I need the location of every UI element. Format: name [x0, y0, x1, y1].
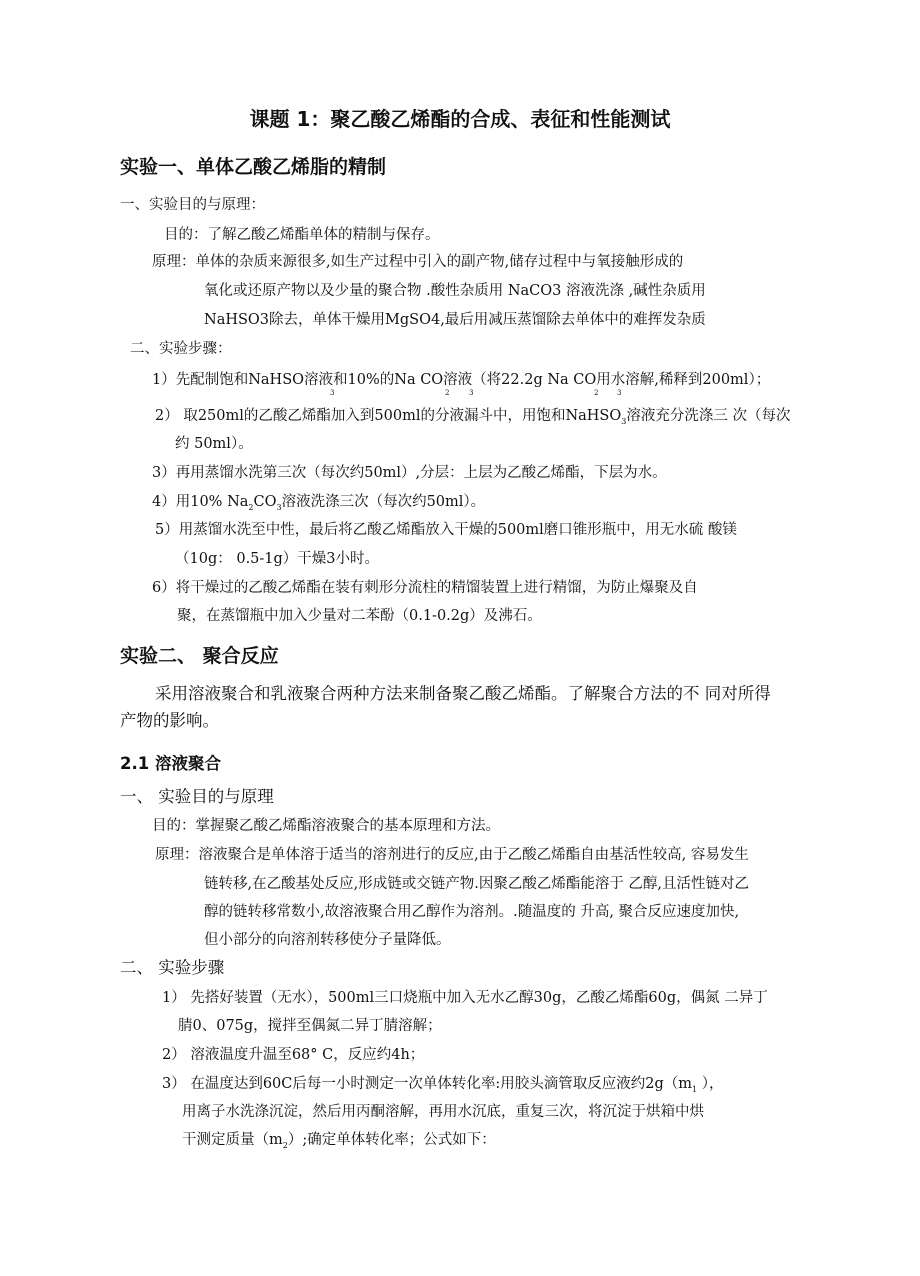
exp1-heading: 实验一、单体乙酸乙烯脂的精制 [120, 156, 387, 178]
exp1-step-2: 2） 取250ml的乙酸乙烯酯加入到500ml的分液漏斗中，用饱和NaHSO$_3$溶液充分洗涤三 次（每次 [155, 408, 791, 426]
exp2-subsection-heading: 2.1 溶液聚合 [120, 754, 221, 773]
exp1-step-5: 5）用蒸馏水洗至中性，最后将乙酸乙烯酯放入干燥的500ml磨口锥形瓶中，用无水硫 酸镁 [155, 522, 737, 538]
exp2-step-3: 3） 在温度达到60C后每一小时测定一次单体转化率:用胶头滴管取反应液约$2g(m_1$ ）， [162, 1076, 724, 1094]
exp1-step-6: 6）将干燥过的乙酸乙烯酯在装有刺形分流柱的精馏装置上进行精馏，为防止爆聚及自 [152, 580, 698, 596]
exp1-sec2-heading: 二、实验步骤： [130, 341, 232, 357]
exp2-sec1-heading: 一、 实验目的与原理 [120, 787, 274, 806]
exp1-step-1: 1）先配制饱和NaHSO溶液和10%的Na CO溶液（将22.2g Na CO用水溶解,稀释到200ml）； [152, 372, 771, 388]
exp1-step-4: 4）用10% $Na_2CO_3$溶液洗涤三次（每次约50ml）。 [152, 494, 486, 512]
exp1-step1-subscript: 3 [617, 389, 622, 397]
exp2-step-3-cont: 干测定质量$(m_2)$;确定单体转化率；公式如下： [182, 1132, 496, 1150]
exp2-principle-line: 但小部分的向溶剂转移使分子量降低。 [204, 932, 451, 948]
exp1-sec1-heading: 一、实验目的与原理： [120, 197, 265, 213]
exp1-principle-line: 氧化或还原产物以及少量的聚合物 .酸性杂质用 NaCO3 溶液洗涤 ,碱性杂质用 [204, 283, 706, 299]
exp2-purpose: 目的：掌握聚乙酸乙烯酯溶液聚合的基本原理和方法。 [152, 818, 500, 834]
exp2-sec2-heading: 二、 实验步骤 [120, 958, 225, 977]
exp2-step-1: 1） 先搭好装置（无水），500ml三口烧瓶中加入无水乙醇30g，乙酸乙烯酯60g，偶氮 二异丁 [162, 990, 768, 1006]
exp1-principle-line: NaHSO3除去，单体干燥用MgSO4,最后用减压蒸馏除去单体中的难挥发杂质 [204, 312, 706, 328]
exp2-intro-line: 产物的影响。 [120, 711, 219, 730]
exp2-principle-line: 醇的链转移常数小,故溶液聚合用乙醇作为溶剂。.随温度的 升高, 聚合反应速度加快, [204, 904, 740, 920]
page-title: 课题 1：聚乙酸乙烯酯的合成、表征和性能测试 [249, 107, 671, 131]
exp2-step-1-cont: 腈0、075g，搅拌至偶氮二异丁腈溶解； [178, 1018, 442, 1034]
exp1-principle-line: 原理：单体的杂质来源很多,如生产过程中引入的副产物,储存过程中与氧接触形成的 [152, 254, 684, 270]
exp1-step1-subscript: 2 [445, 389, 450, 397]
exp1-step-2-cont: 约 50ml）。 [175, 436, 253, 452]
exp1-step1-subscript: 3 [330, 389, 335, 397]
exp1-step1-subscript: 3 [469, 389, 474, 397]
exp2-intro-line: 采用溶液聚合和乳液聚合两种方法来制备聚乙酸乙烯酯。了解聚合方法的不 同对所得 [155, 684, 771, 703]
exp2-principle-line: 链转移,在乙酸基处反应,形成链或交链产物.因聚乙酸乙烯酯能溶于 乙醇,且活性链对乙 [204, 876, 750, 892]
exp1-purpose: 目的：了解乙酸乙烯酯单体的精制与保存。 [164, 227, 440, 243]
exp2-step-3-cont: 用离子水洗涤沉淀，然后用丙酮溶解，再用水沉底，重复三次，将沉淀于烘箱中烘 [182, 1104, 704, 1120]
exp2-step-2: 2） 溶液温度升温至68° C，反应约4h； [162, 1047, 425, 1063]
exp1-step1-subscript: 2 [594, 389, 599, 397]
exp1-step-6-cont: 聚，在蒸馏瓶中加入少量对二苯酚（0.1-0.2g）及沸石。 [177, 608, 542, 624]
exp2-principle-line: 原理：溶液聚合是单体溶于适当的溶剂进行的反应,由于乙酸乙烯酯自由基活性较高, 容易发生 [155, 847, 749, 863]
exp1-step-3: 3）再用蒸馏水洗第三次（每次约50ml）,分层：上层为乙酸乙烯酯，下层为水。 [152, 465, 667, 481]
exp1-step-5-cont: （10g： 0.5-1g）干燥3小时。 [175, 551, 380, 567]
exp2-heading: 实验二、 聚合反应 [120, 645, 279, 667]
